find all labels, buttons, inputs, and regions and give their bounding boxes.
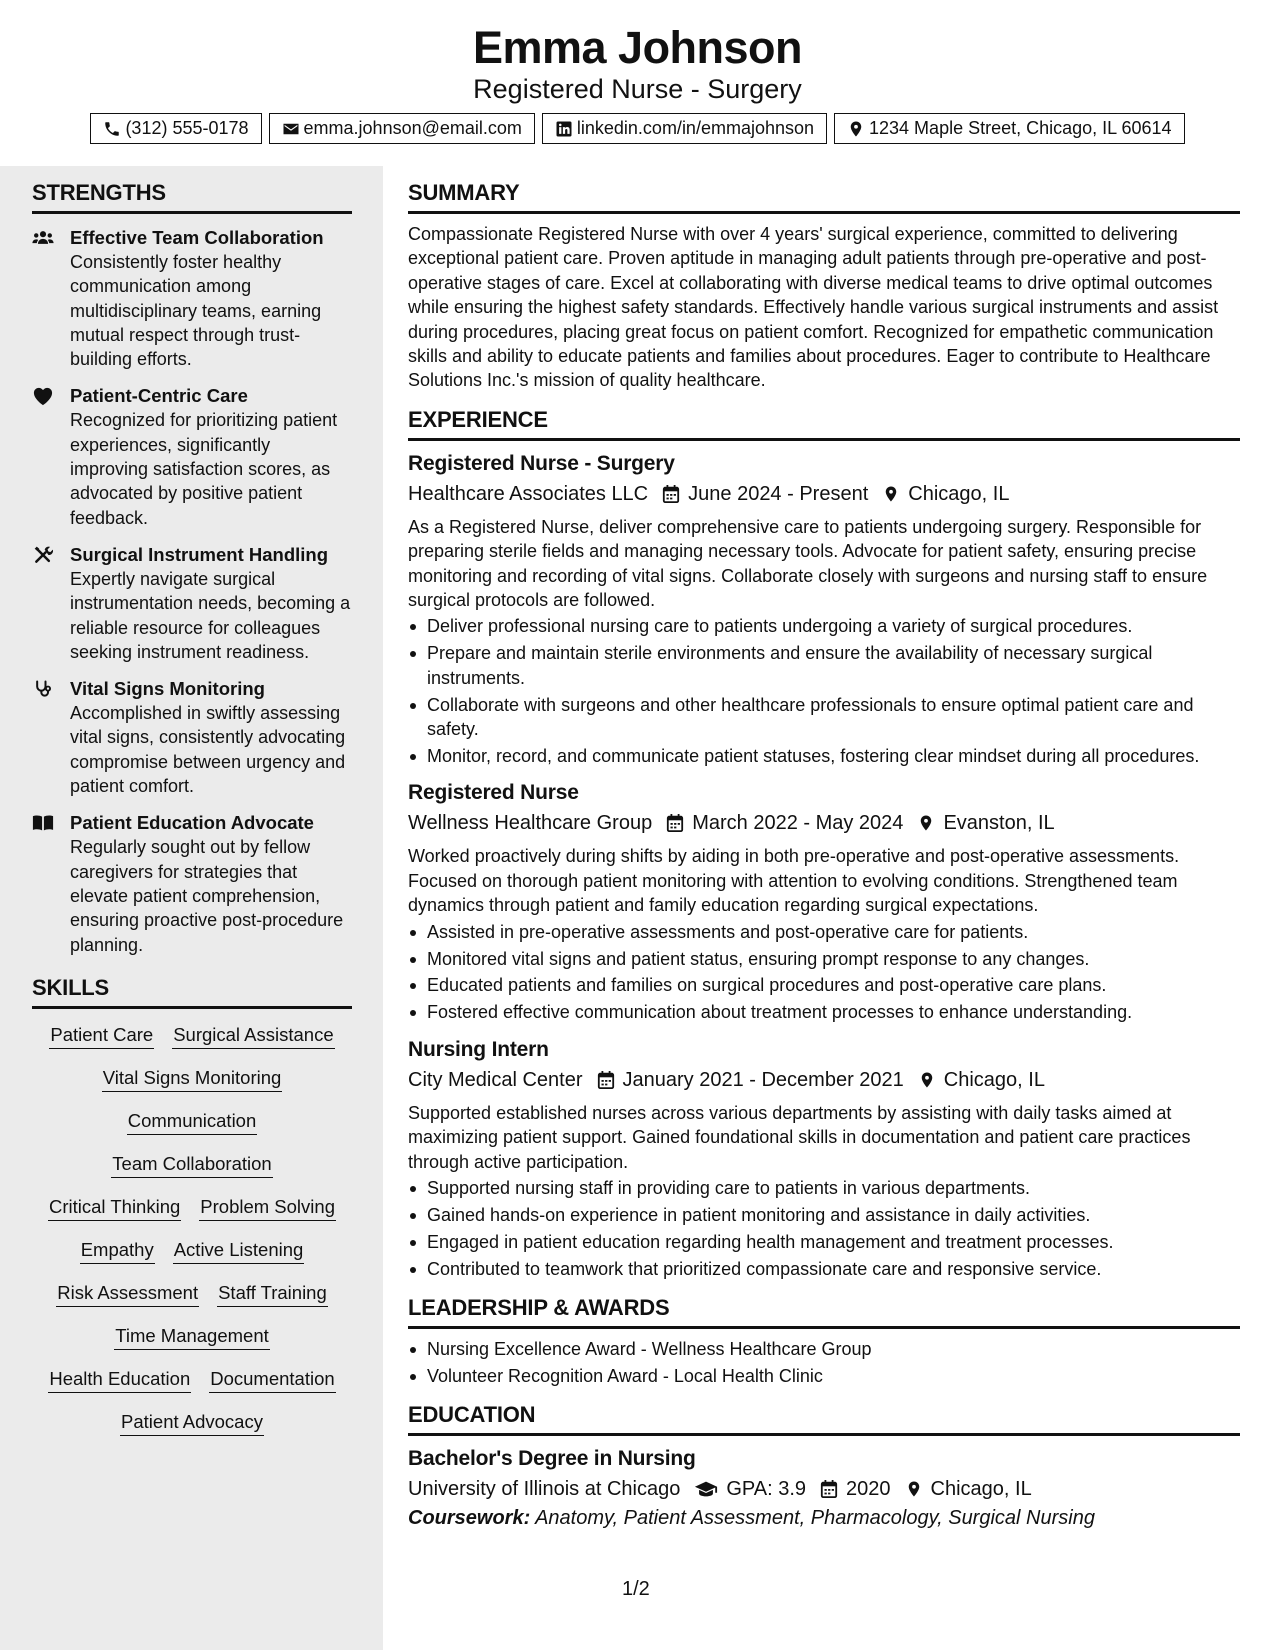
strength-description: Consistently foster healthy communication among multidisciplinary teams, earning mutual respect through trust-building efforts. xyxy=(70,252,322,370)
school-name: University of Illinois at Chicago xyxy=(408,1478,681,1501)
job-description: Worked proactively during shifts by aiding in both pre-operative and post-operative assessments. Focused on thorough patient monitoring with attention to evolving conditions. Strengthened team dynamics through patient and family education regarding surgical expectations. xyxy=(408,846,1180,916)
tools-icon xyxy=(32,545,54,565)
resume-header xyxy=(0,0,1275,166)
map-pin-icon xyxy=(918,1070,936,1090)
skill-tag: Risk Assessment xyxy=(56,1279,199,1307)
strength-description: Recognized for prioritizing patient experiences, significantly improving satisfaction scores, as advocated by positive patient feedback. xyxy=(70,410,338,528)
skill-tag: Time Management xyxy=(114,1322,270,1350)
calendar-icon xyxy=(662,484,680,504)
graduation-cap-icon xyxy=(694,1479,718,1499)
skill-row xyxy=(32,1064,352,1092)
degree-title: Bachelor's Degree in Nursing xyxy=(408,1447,696,1471)
education-heading: EDUCATION xyxy=(408,1402,1240,1436)
skill-row xyxy=(32,1236,352,1264)
skill-tag: Patient Care xyxy=(49,1021,154,1049)
list-item: Monitored vital signs and patient status, ensuring prompt response to any changes. xyxy=(408,947,1240,971)
page-number: 1/2 xyxy=(622,1578,650,1600)
contact-address xyxy=(834,113,1185,144)
skill-row xyxy=(32,1150,352,1178)
list-item: Contributed to teamwork that prioritized compassionate care and responsive service. xyxy=(408,1257,1240,1281)
job-title: Registered Nurse xyxy=(408,781,579,805)
list-item: Monitor, record, and communicate patient statuses, fostering clear mindset during all procedures. xyxy=(408,744,1240,768)
job-company: Wellness Healthcare Group xyxy=(408,812,653,835)
contact-address-text: 1234 Maple Street, Chicago, IL 60614 xyxy=(869,118,1172,138)
job-dates: January 2021 - December 2021 xyxy=(622,1068,904,1091)
summary-text: Compassionate Registered Nurse with over 4 years' surgical experience, committed to delivering exceptional patient care. Proven aptitude in managing adult patients through pre-operative and post-operative stages of care. Excel at collaborating with diverse medical teams to drive optimal outcomes while ensuring the highest safety standards. Effectively handle various surgical instruments and assist during procedures, placing great focus on patient comfort. Recognized for empathetic communication skills and ability to educate patients and families about procedures. Eager to contribute to Healthcare Solutions Inc.'s mission of quality healthcare. xyxy=(408,224,1219,391)
skill-tag: Vital Signs Monitoring xyxy=(102,1064,283,1092)
strength-title: Effective Team Collaboration xyxy=(70,227,324,248)
skill-tag: Team Collaboration xyxy=(111,1150,272,1178)
job-meta xyxy=(408,1065,1240,1095)
job-description: As a Registered Nurse, deliver comprehensive care to patients undergoing surgery. Responsible for preparing sterile fields and managing necessary tools. Advocate for patient safety, ensuring precise monitoring and recording of vital signs. Collaborate closely with surgeons and nursing staff to ensure surgical protocols are followed. xyxy=(408,516,1208,611)
experience-heading: EXPERIENCE xyxy=(408,407,1240,441)
skill-row xyxy=(32,1193,352,1221)
skill-tag: Critical Thinking xyxy=(48,1193,181,1221)
calendar-icon xyxy=(597,1070,615,1090)
users-icon xyxy=(32,228,54,248)
sidebar xyxy=(0,166,383,1650)
job-bullets xyxy=(408,920,1240,1025)
skill-tag: Staff Training xyxy=(217,1279,328,1307)
stethoscope-icon xyxy=(32,679,54,699)
job-company: City Medical Center xyxy=(408,1068,583,1091)
list-item: Supported nursing staff in providing care to patients in various departments. xyxy=(408,1176,1240,1200)
strength-description: Regularly sought out by fellow caregivers for strategies that elevate patient comprehension, ensuring proactive post-procedure planning. xyxy=(70,837,344,955)
skill-row xyxy=(32,1279,352,1307)
strength-description: Expertly navigate surgical instrumentation needs, becoming a reliable resource for colleagues seeking instrument readiness. xyxy=(70,568,351,662)
list-item: Volunteer Recognition Award - Local Health Clinic xyxy=(408,1364,1240,1388)
strength-description: Accomplished in swiftly assessing vital signs, consistently advocating compromise between urgency and patient comfort. xyxy=(70,703,346,797)
skill-row xyxy=(32,1021,352,1049)
skill-tag: Patient Advocacy xyxy=(120,1408,264,1436)
job-meta xyxy=(408,808,1240,838)
envelope-icon xyxy=(282,120,300,138)
contact-linkedin-text: linkedin.com/in/emmajohnson xyxy=(576,118,815,138)
skill-tag: Active Listening xyxy=(173,1236,305,1264)
strength-title: Vital Signs Monitoring xyxy=(70,678,265,700)
job-company: Healthcare Associates LLC xyxy=(408,482,649,505)
contact-phone[interactable] xyxy=(90,113,261,144)
job-location: Chicago, IL xyxy=(943,1068,1045,1091)
list-item: Fostered effective communication about treatment processes to enhance understanding. xyxy=(408,1000,1240,1024)
job-bullets xyxy=(408,1176,1240,1281)
gpa: GPA: 3.9 xyxy=(726,1478,807,1501)
job-dates: June 2024 - Present xyxy=(688,482,869,505)
skill-row xyxy=(32,1408,352,1436)
strength-item xyxy=(32,226,352,371)
skill-row xyxy=(32,1365,352,1393)
list-item: Collaborate with surgeons and other healthcare professionals to ensure optimal patient care and safety. xyxy=(408,693,1240,742)
list-item: Gained hands-on experience in patient monitoring and assistance in daily activities. xyxy=(408,1203,1240,1227)
job-title: Registered Nurse - Surgery xyxy=(408,451,675,475)
strength-item xyxy=(32,384,352,529)
strength-item xyxy=(32,811,352,956)
job-location: Chicago, IL xyxy=(908,482,1010,505)
strength-item xyxy=(32,543,352,664)
strength-title: Patient-Centric Care xyxy=(70,385,248,407)
skill-tag: Documentation xyxy=(209,1365,335,1393)
list-item: Educated patients and families on surgical procedures and post-operative care plans. xyxy=(408,973,1240,997)
list-item: Deliver professional nursing care to patients undergoing a variety of surgical procedures. xyxy=(408,614,1240,638)
job-description: Supported established nurses across various departments by assisting with daily tasks aimed at maximizing patient support. Gained foundational skills in documentation and patient care practices through active participation. xyxy=(408,1102,1191,1172)
awards-heading: LEADERSHIP & AWARDS xyxy=(408,1295,1240,1329)
skill-row xyxy=(32,1107,352,1135)
contact-phone-text: (312) 555-0178 xyxy=(125,118,249,138)
job-entry xyxy=(408,778,1240,1024)
job-location: Evanston, IL xyxy=(943,812,1055,835)
strength-title: Surgical Instrument Handling xyxy=(70,543,328,565)
contact-email[interactable] xyxy=(269,113,535,144)
job-meta xyxy=(408,479,1240,509)
strengths-heading: STRENGTHS xyxy=(32,180,352,214)
list-item: Engaged in patient education regarding health management and treatment processes. xyxy=(408,1230,1240,1254)
job-entry xyxy=(408,449,1240,769)
list-item: Assisted in pre-operative assessments and post-operative care for patients. xyxy=(408,920,1240,944)
awards-list xyxy=(408,1337,1240,1388)
candidate-headline: Registered Nurse - Surgery xyxy=(473,74,802,104)
phone-icon xyxy=(103,120,121,138)
education-section xyxy=(408,1402,1240,1532)
job-bullets xyxy=(408,614,1240,768)
map-pin-icon xyxy=(905,1479,923,1499)
map-pin-icon xyxy=(847,120,865,138)
map-pin-icon xyxy=(917,813,935,833)
contact-bar xyxy=(0,113,1275,144)
contact-linkedin[interactable] xyxy=(542,113,827,144)
summary-section xyxy=(408,180,1240,393)
skill-tag: Communication xyxy=(127,1107,258,1135)
strength-item xyxy=(32,677,352,798)
skill-tag: Surgical Assistance xyxy=(172,1021,334,1049)
experience-section xyxy=(408,407,1240,1281)
calendar-icon xyxy=(666,813,684,833)
graduation-year: 2020 xyxy=(846,1478,891,1501)
summary-heading: SUMMARY xyxy=(408,180,1240,214)
coursework xyxy=(408,1504,1240,1532)
skill-row xyxy=(32,1322,352,1350)
job-entry xyxy=(408,1035,1240,1281)
list-item: Prepare and maintain sterile environments and ensure the availability of necessary surgical instruments. xyxy=(408,641,1240,690)
coursework-list: Anatomy, Patient Assessment, Pharmacology, Surgical Nursing xyxy=(535,1507,1095,1530)
job-title: Nursing Intern xyxy=(408,1037,549,1061)
skills-heading: SKILLS xyxy=(32,975,352,1009)
heart-icon xyxy=(32,386,54,406)
linkedin-icon xyxy=(555,120,573,138)
coursework-label: Coursework: xyxy=(408,1507,531,1530)
skill-tag: Problem Solving xyxy=(199,1193,336,1221)
contact-email-text: emma.johnson@email.com xyxy=(303,118,522,138)
school-location: Chicago, IL xyxy=(930,1478,1032,1501)
map-pin-icon xyxy=(882,484,900,504)
list-item: Nursing Excellence Award - Wellness Healthcare Group xyxy=(408,1337,1240,1361)
candidate-name: Emma Johnson xyxy=(472,22,803,73)
book-open-icon xyxy=(32,813,54,833)
calendar-icon xyxy=(820,1479,838,1499)
job-dates: March 2022 - May 2024 xyxy=(692,812,904,835)
skill-tag: Health Education xyxy=(48,1365,191,1393)
strength-title: Patient Education Advocate xyxy=(70,812,314,834)
awards-section xyxy=(408,1295,1240,1388)
skill-tag: Empathy xyxy=(80,1236,155,1264)
education-meta xyxy=(408,1474,1240,1504)
main-content xyxy=(408,180,1240,1546)
